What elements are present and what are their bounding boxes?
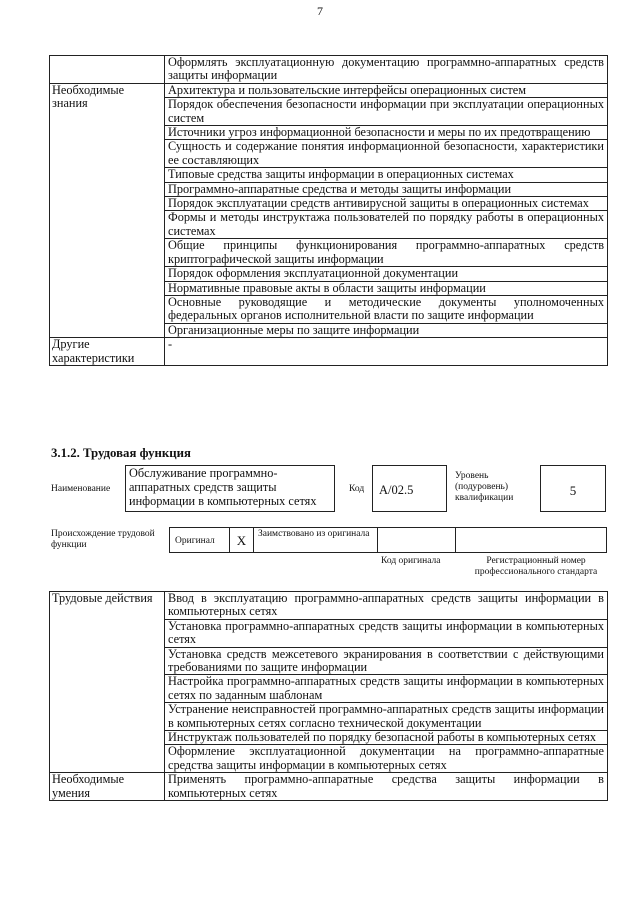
page-number: 7	[317, 4, 323, 18]
level-label: Уровень (подуровень) квалификации	[455, 471, 514, 503]
knowledge-table	[49, 55, 608, 366]
origin-label: Происхождение трудовой функции	[51, 529, 155, 550]
actions-label: Трудовые действия	[50, 592, 165, 773]
table-cell: Ввод в эксплуатацию программно-аппаратных средств защиты информации в компьютерных сетях	[165, 592, 608, 620]
table-cell: Архитектура и пользовательские интерфейсы операционных систем	[165, 83, 608, 97]
table-cell: Общие принципы функционирования программно-аппаратных средств криптографической защиты информации	[165, 239, 608, 267]
table-cell: Оформление эксплуатационной документации на программно-аппаратные средства защиты информации в компьютерных сетях	[165, 745, 608, 773]
table-cell: Типовые средства защиты информации в операционных системах	[165, 168, 608, 182]
actions-table	[49, 591, 608, 801]
other-value: -	[165, 338, 608, 366]
knowledge-label: Необходимые знания	[50, 83, 165, 337]
table-cell: Нормативные правовые акты в области защиты информации	[165, 281, 608, 295]
skills-label: Необходимые умения	[50, 773, 165, 801]
table-cell: Порядок эксплуатации средств антивирусной защиты в операционных системах	[165, 197, 608, 211]
table-cell: Устранение неисправностей программно-аппаратных средств защиты информации в компьютерных сетях согласно технической документации	[165, 703, 608, 731]
table-row	[50, 56, 608, 84]
original-mark: X	[230, 528, 254, 552]
table-cell: Формы и методы инструктажа пользователей по порядку работы в операционных системах	[165, 211, 608, 239]
level-value: 5	[540, 465, 606, 512]
empty-label-cell	[50, 56, 165, 84]
table-cell: Программно-аппаратные средства и методы защиты информации	[165, 182, 608, 196]
table-cell: Установка программно-аппаратных средств защиты информации в компьютерных сетях	[165, 619, 608, 647]
original-label: Оригинал	[170, 528, 230, 552]
reg-caption: Регистрационный номер профессионального стандарта	[474, 556, 598, 577]
table-cell: Основные руководящие и методические документы уполномоченных федеральных органов исполнительной власти по защите информации	[165, 295, 608, 323]
reg-number-cell	[456, 528, 606, 552]
table-cell: Применять программно-аппаратные средства защиты информации в компьютерных сетях	[165, 773, 608, 801]
function-code: А/02.5	[372, 465, 447, 512]
table-row	[50, 592, 608, 620]
table-cell: Организационные меры по защите информации	[165, 323, 608, 337]
table-row	[50, 338, 608, 366]
table-cell: Сущность и содержание понятия информационной безопасности, характеристики ее составляющих	[165, 140, 608, 168]
original-code-cell	[378, 528, 456, 552]
table-row	[50, 83, 608, 97]
other-label: Другие характеристики	[50, 338, 165, 366]
table-row	[50, 773, 608, 801]
table-cell: Порядок оформления эксплуатационной документации	[165, 267, 608, 281]
origin-row	[169, 527, 607, 553]
code-label: Код	[349, 484, 365, 494]
table-cell: Настройка программно-аппаратных средств защиты информации в компьютерных сетях по заданным шаблонам	[165, 675, 608, 703]
borrowed-label: Заимствовано из оригинала	[254, 528, 378, 552]
section-heading: 3.1.2. Трудовая функция	[51, 446, 191, 460]
function-name: Обслуживание программно-аппаратных средств защиты информации в компьютерных сетях	[125, 465, 335, 512]
name-label: Наименование	[51, 484, 111, 494]
table-cell: Установка средств межсетевого экранирования в соответствии с действующими требованиями по защите информации	[165, 647, 608, 675]
table-cell: Порядок обеспечения безопасности информации при эксплуатации операционных систем	[165, 98, 608, 126]
code-caption: Код оригинала	[381, 556, 441, 566]
table-cell: Источники угроз информационной безопасности и меры по их предотвращению	[165, 126, 608, 140]
table-cell: Инструктаж пользователей по порядку безопасной работы в компьютерных сетях	[165, 731, 608, 745]
table-cell: Оформлять эксплуатационную документацию программно-аппаратных средств защиты информации	[165, 56, 608, 84]
